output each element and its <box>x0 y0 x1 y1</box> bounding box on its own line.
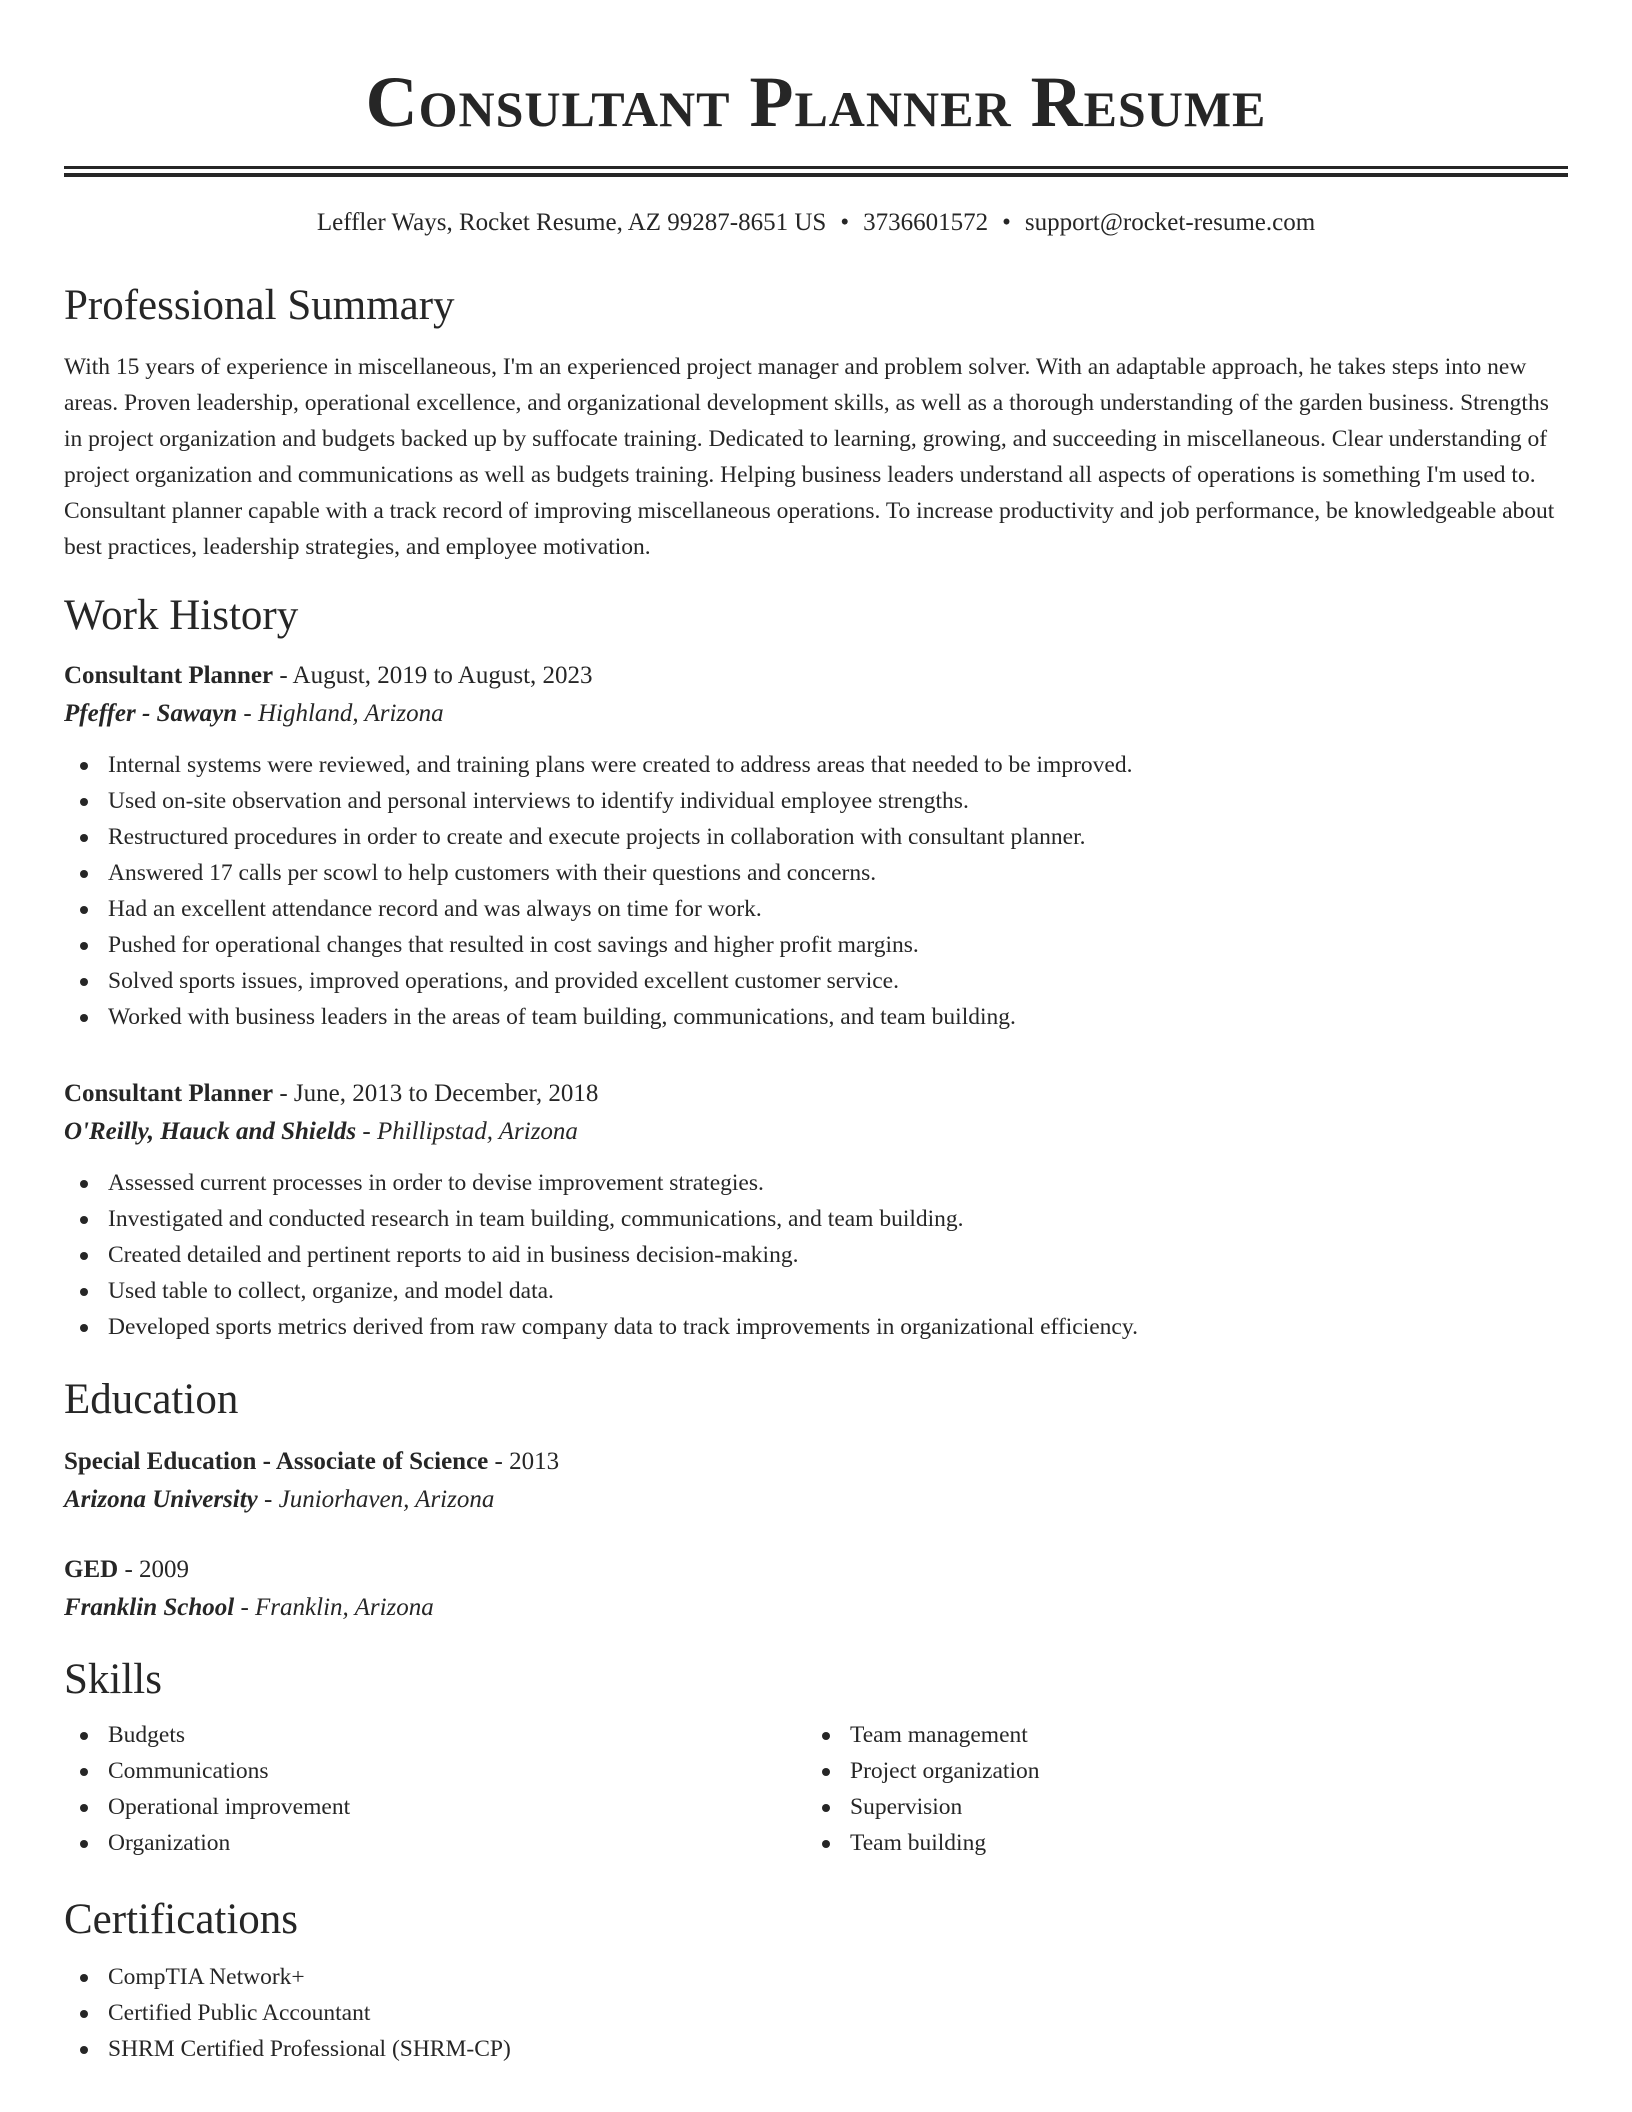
education-year: - 2009 <box>118 1556 190 1583</box>
education-school-line <box>64 1589 1568 1627</box>
skills-heading: Skills <box>64 1656 162 1703</box>
list-item: Restructured procedures in order to create and execute projects in collaboration with consultant planner. <box>108 819 1568 855</box>
certification-item: SHRM Certified Professional (SHRM-CP) <box>108 2031 1568 2067</box>
certification-item: CompTIA Network+ <box>108 1959 1568 1995</box>
skills-grid <box>64 1717 1568 1861</box>
work-history-heading: Work History <box>64 592 299 639</box>
skill-item: Team building <box>850 1825 1550 1861</box>
skills-left-column <box>64 1717 806 1861</box>
contact-phone: 3736601572 <box>863 209 989 236</box>
job-title: Consultant Planner <box>64 662 274 689</box>
job-dates: - August, 2019 to August, 2023 <box>273 662 593 689</box>
job-dates: - June, 2013 to December, 2018 <box>273 1080 599 1107</box>
education-location: - Franklin, Arizona <box>234 1594 434 1621</box>
contact-separator: • <box>1002 209 1011 236</box>
resume-page <box>64 0 1568 2067</box>
list-item: Used table to collect, organize, and model data. <box>108 1273 1568 1309</box>
list-item: Had an excellent attendance record and was always on time for work. <box>108 891 1568 927</box>
job-bullets <box>64 747 1568 1035</box>
skill-item: Team management <box>850 1717 1550 1753</box>
job-title: Consultant Planner <box>64 1080 274 1107</box>
contact-address: Leffler Ways, Rocket Resume, AZ 99287-8651 US <box>316 209 827 236</box>
list-item: Solved sports issues, improved operations, and provided excellent customer service. <box>108 963 1568 999</box>
skills-right-column <box>806 1717 1550 1861</box>
list-item: Used on-site observation and personal interviews to identify individual employee strengths. <box>108 783 1568 819</box>
education-entry <box>64 1551 1568 1627</box>
skill-item: Budgets <box>108 1717 806 1753</box>
contact-email: support@rocket-resume.com <box>1024 209 1316 236</box>
contact-separator: • <box>840 209 850 236</box>
job-company-line <box>64 695 1568 733</box>
job-company-line <box>64 1113 1568 1151</box>
job-title-line <box>64 1075 1568 1113</box>
job-company: Pfeffer - Sawayn <box>64 700 238 727</box>
education-school: Arizona University <box>64 1486 258 1513</box>
certifications-list <box>64 1959 1568 2067</box>
education-degree-line <box>64 1551 1568 1589</box>
job-bullets <box>64 1165 1568 1345</box>
summary-text: With 15 years of experience in miscellaneous, I'm an experienced project manager and problem solver. With an adaptable approach, he takes steps into new areas. Proven leadership, operational excellence, and organizational development skills, as well as a thorough understanding of the garden business. Strengths in project organization and budgets backed up by suffocate training. Dedicated to learning, growing, and succeeding in miscellaneous. Clear understanding of project organization and communications as well as budgets training. Helping business leaders understand all aspects of operations is something I'm used to. Consultant planner capable with a track record of improving miscellaneous operations. To increase productivity and job performance, be knowledgeable about best practices, leadership strategies, and employee motivation. <box>64 354 1555 560</box>
job-title-line <box>64 657 1568 695</box>
resume-title: Consultant Planner Resume <box>365 62 1267 142</box>
education-year: - 2013 <box>488 1448 560 1475</box>
education-school-line <box>64 1481 1568 1519</box>
education-location: - Juniorhaven, Arizona <box>257 1486 495 1513</box>
education-heading: Education <box>64 1376 239 1423</box>
skill-item: Organization <box>108 1825 806 1861</box>
contact-line <box>64 207 1568 239</box>
education-degree: GED <box>64 1556 119 1583</box>
education-entry <box>64 1443 1568 1519</box>
job-company: O'Reilly, Hauck and Shields <box>64 1118 357 1145</box>
education-school: Franklin School <box>64 1594 235 1621</box>
certification-item: Certified Public Accountant <box>108 1995 1568 2031</box>
job-location: - Highland, Arizona <box>237 700 444 727</box>
list-item: Pushed for operational changes that resulted in cost savings and higher profit margins. <box>108 927 1568 963</box>
education-degree-line <box>64 1443 1568 1481</box>
list-item: Investigated and conducted research in team building, communications, and team building. <box>108 1201 1568 1237</box>
list-item: Developed sports metrics derived from raw company data to track improvements in organizational efficiency. <box>108 1309 1568 1345</box>
skill-item: Project organization <box>850 1753 1550 1789</box>
title-divider <box>64 166 1568 177</box>
education-degree: Special Education - Associate of Science <box>64 1448 489 1475</box>
list-item: Internal systems were reviewed, and training plans were created to address areas that needed to be improved. <box>108 747 1568 783</box>
job-entry <box>64 1075 1568 1345</box>
list-item: Assessed current processes in order to devise improvement strategies. <box>108 1165 1568 1201</box>
job-entry <box>64 657 1568 1035</box>
summary-heading: Professional Summary <box>64 282 455 329</box>
skill-item: Supervision <box>850 1789 1550 1825</box>
certifications-heading: Certifications <box>64 1896 299 1943</box>
skill-item: Communications <box>108 1753 806 1789</box>
job-location: - Phillipstad, Arizona <box>356 1118 578 1145</box>
list-item: Answered 17 calls per scowl to help customers with their questions and concerns. <box>108 855 1568 891</box>
list-item: Worked with business leaders in the areas of team building, communications, and team building. <box>108 999 1568 1035</box>
skill-item: Operational improvement <box>108 1789 806 1825</box>
list-item: Created detailed and pertinent reports to aid in business decision-making. <box>108 1237 1568 1273</box>
